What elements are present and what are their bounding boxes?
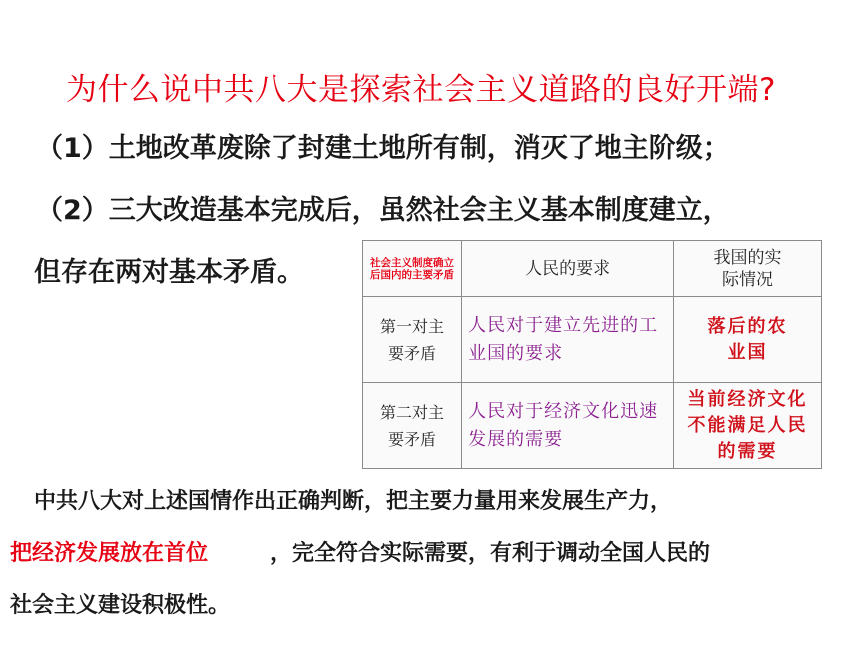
demand-cell [462,297,674,383]
demand-cell [462,383,674,469]
header-cell-actual [674,241,822,297]
slide-title: 为什么说中共八大是探索社会主义道路的良好开端? [66,72,776,108]
point-3: 但存在两对基本矛盾。 [34,257,304,288]
row-label: 第一对主要矛盾 [380,316,445,363]
actual-cell [674,297,822,383]
header-cell-demand [462,241,674,297]
conclusion-line-1: 中共八大对上述国情作出正确判断，把主要力量用来发展生产力， [34,489,673,514]
point-1: （1）土地改革废除了封建土地所有制，消灭了地主阶级； [36,133,730,164]
actual-text: 当前经济文化不能满足人民的需要 [687,388,808,462]
actual-text: 落后的农业国 [707,315,788,363]
header-demand-label: 人民的要求 [525,258,611,279]
header-contradiction-label: 社会主义制度确立后国内的主要矛盾 [370,256,455,281]
table-row [363,383,822,469]
actual-cell [674,383,822,469]
table-row [363,297,822,383]
contradictions-table [362,240,822,469]
row-label: 第二对主要矛盾 [380,402,445,449]
conclusion-highlight: 把经济发展放在首位 [10,541,209,566]
conclusion-line-3: 社会主义建设积极性。 [10,593,231,618]
row-label-cell [363,383,462,469]
header-actual-label: 我国的实际情况 [713,247,782,290]
demand-text: 人民对于建立先进的工业国的要求 [468,314,659,364]
demand-text: 人民对于经济文化迅速发展的需要 [468,400,659,450]
point-2: （2）三大改造基本完成后，虽然社会主义基本制度建立， [36,195,730,226]
row-label-cell [363,297,462,383]
header-cell-contradiction [363,241,462,297]
table-header-row [363,241,822,297]
conclusion-line-2: ，完全符合实际需要，有利于调动全国人民的 [270,541,711,566]
